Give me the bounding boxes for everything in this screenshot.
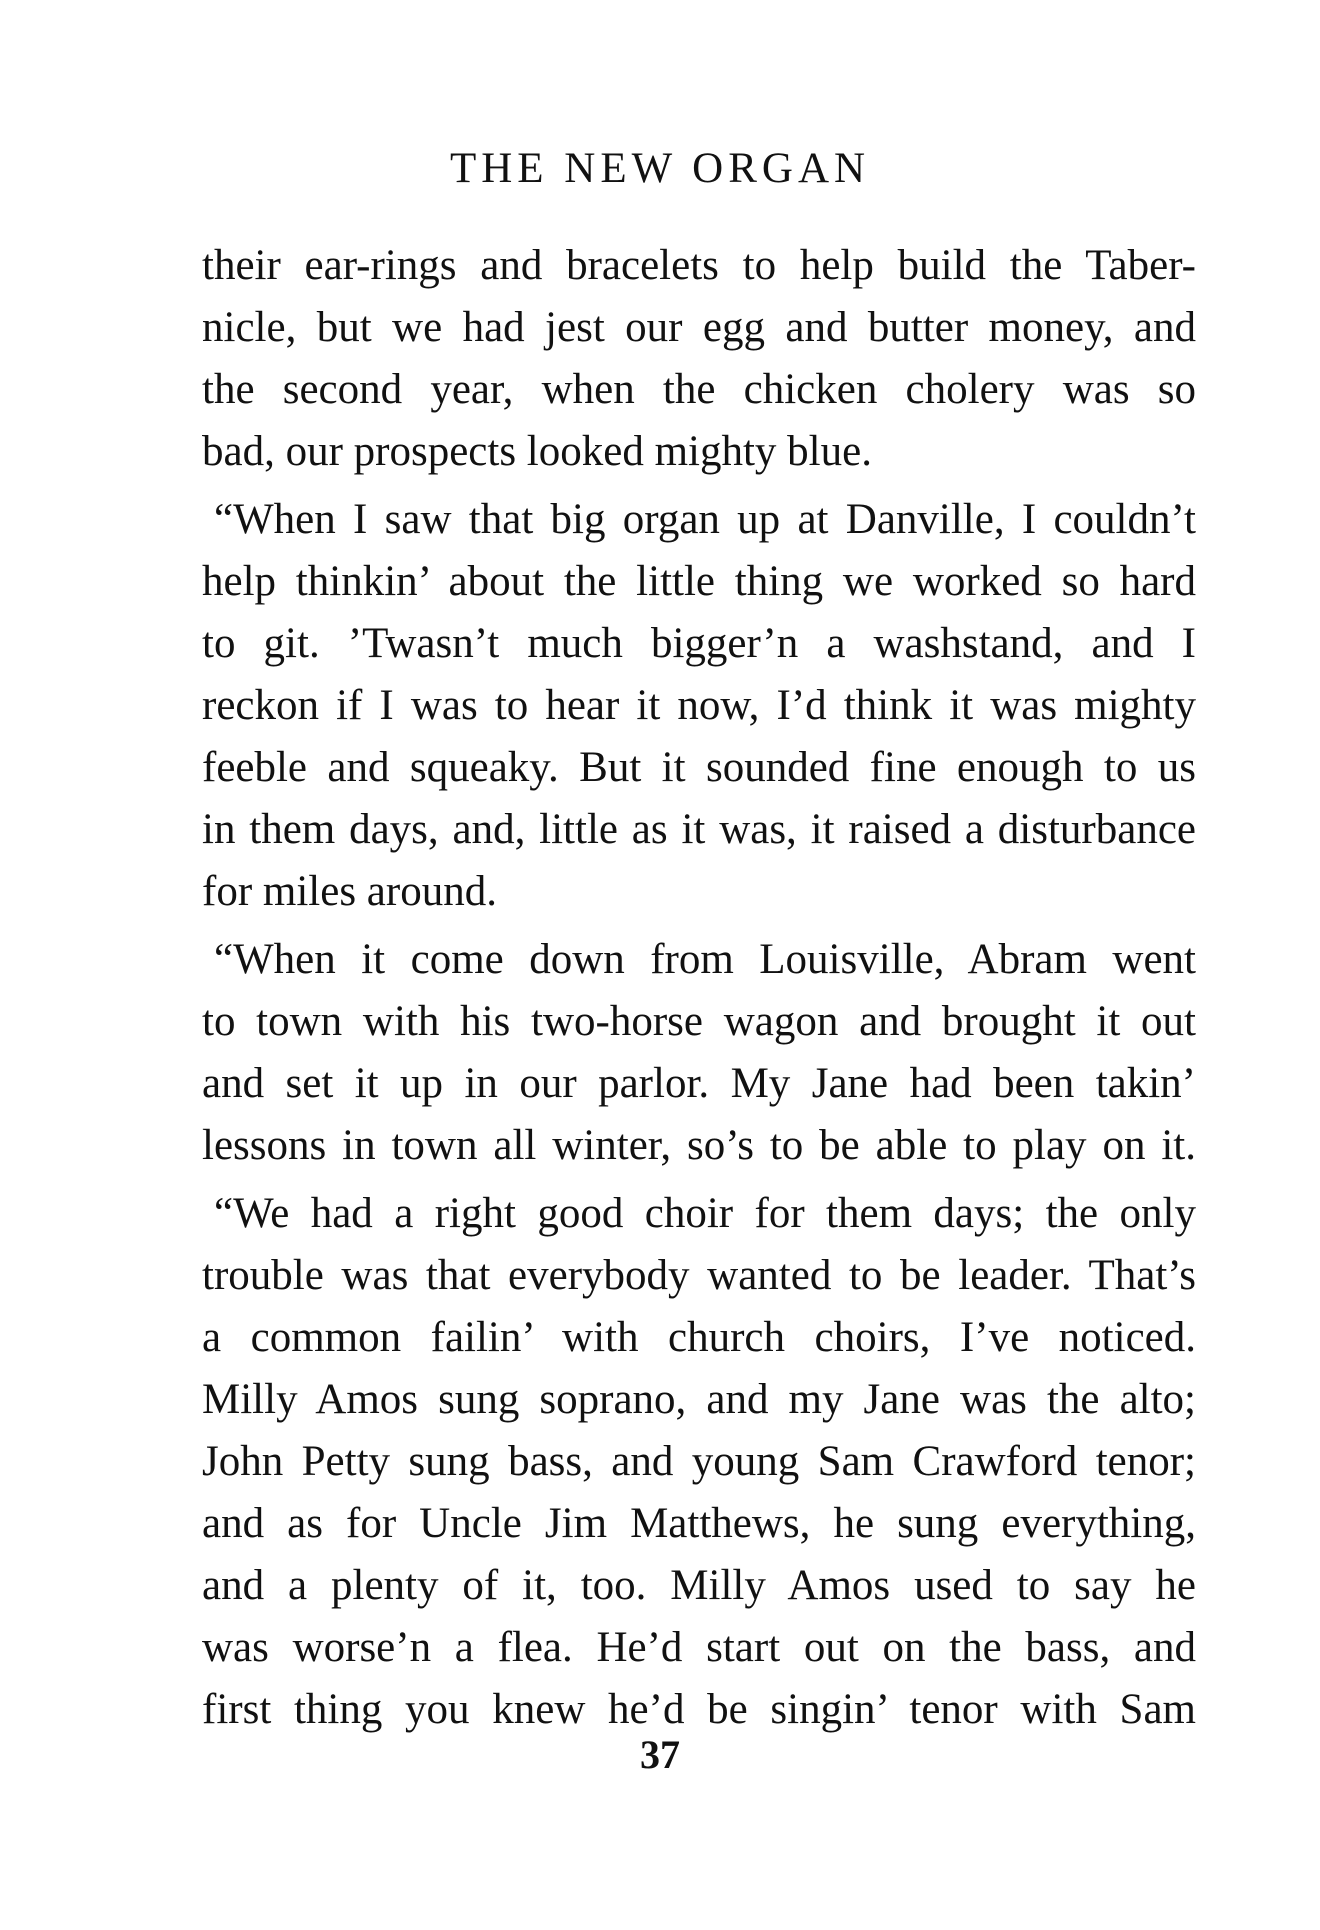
paragraph bbox=[202, 489, 1196, 923]
body-text bbox=[202, 235, 1196, 1741]
text-line: and set it up in our parlor. My Jane had been takin’ bbox=[202, 1060, 1196, 1107]
text-line: was worse’n a flea. He’d start out on the bass, and bbox=[202, 1624, 1196, 1671]
text-line: reckon if I was to hear it now, I’d think it was mighty bbox=[202, 682, 1196, 729]
paragraph bbox=[202, 1183, 1196, 1741]
text-line: to git. ’Twasn’t much bigger’n a washstand, and I bbox=[202, 620, 1196, 667]
text-line: lessons in town all winter, so’s to be able to play on it. bbox=[202, 1122, 1196, 1169]
text-line: their ear-rings and bracelets to help build the Taber- bbox=[202, 242, 1196, 289]
page-number: 37 bbox=[640, 1732, 680, 1777]
text-line: the second year, when the chicken cholery was so bbox=[202, 366, 1196, 413]
text-line: nicle, but we had jest our egg and butter money, and bbox=[202, 304, 1196, 351]
text-line: to town with his two-horse wagon and brought it out bbox=[202, 998, 1196, 1045]
text-line: and a plenty of it, too. Milly Amos used to say he bbox=[202, 1562, 1196, 1609]
text-line: first thing you knew he’d be singin’ tenor with Sam bbox=[202, 1686, 1196, 1733]
text-line: for miles around. bbox=[202, 868, 497, 915]
text-line: bad, our prospects looked mighty blue. bbox=[202, 428, 872, 475]
text-line: Milly Amos sung soprano, and my Jane was the alto; bbox=[202, 1376, 1196, 1423]
text-line: help thinkin’ about the little thing we worked so hard bbox=[202, 558, 1196, 605]
text-line: “We had a right good choir for them days; the only bbox=[214, 1190, 1196, 1237]
text-line: in them days, and, little as it was, it raised a disturbance bbox=[202, 806, 1196, 853]
paragraph bbox=[202, 235, 1196, 483]
text-line: feeble and squeaky. But it sounded fine enough to us bbox=[202, 744, 1196, 791]
text-line: “When it come down from Louisville, Abram went bbox=[214, 936, 1196, 983]
text-line: a common failin’ with church choirs, I’ve noticed. bbox=[202, 1314, 1196, 1361]
text-line: John Petty sung bass, and young Sam Crawford tenor; bbox=[202, 1438, 1196, 1485]
paragraph bbox=[202, 929, 1196, 1177]
text-line: and as for Uncle Jim Matthews, he sung everything, bbox=[202, 1500, 1196, 1547]
running-head: THE NEW ORGAN bbox=[449, 145, 871, 192]
text-line: trouble was that everybody wanted to be leader. That’s bbox=[202, 1252, 1196, 1299]
text-line: “When I saw that big organ up at Danville, I couldn’t bbox=[214, 496, 1196, 543]
